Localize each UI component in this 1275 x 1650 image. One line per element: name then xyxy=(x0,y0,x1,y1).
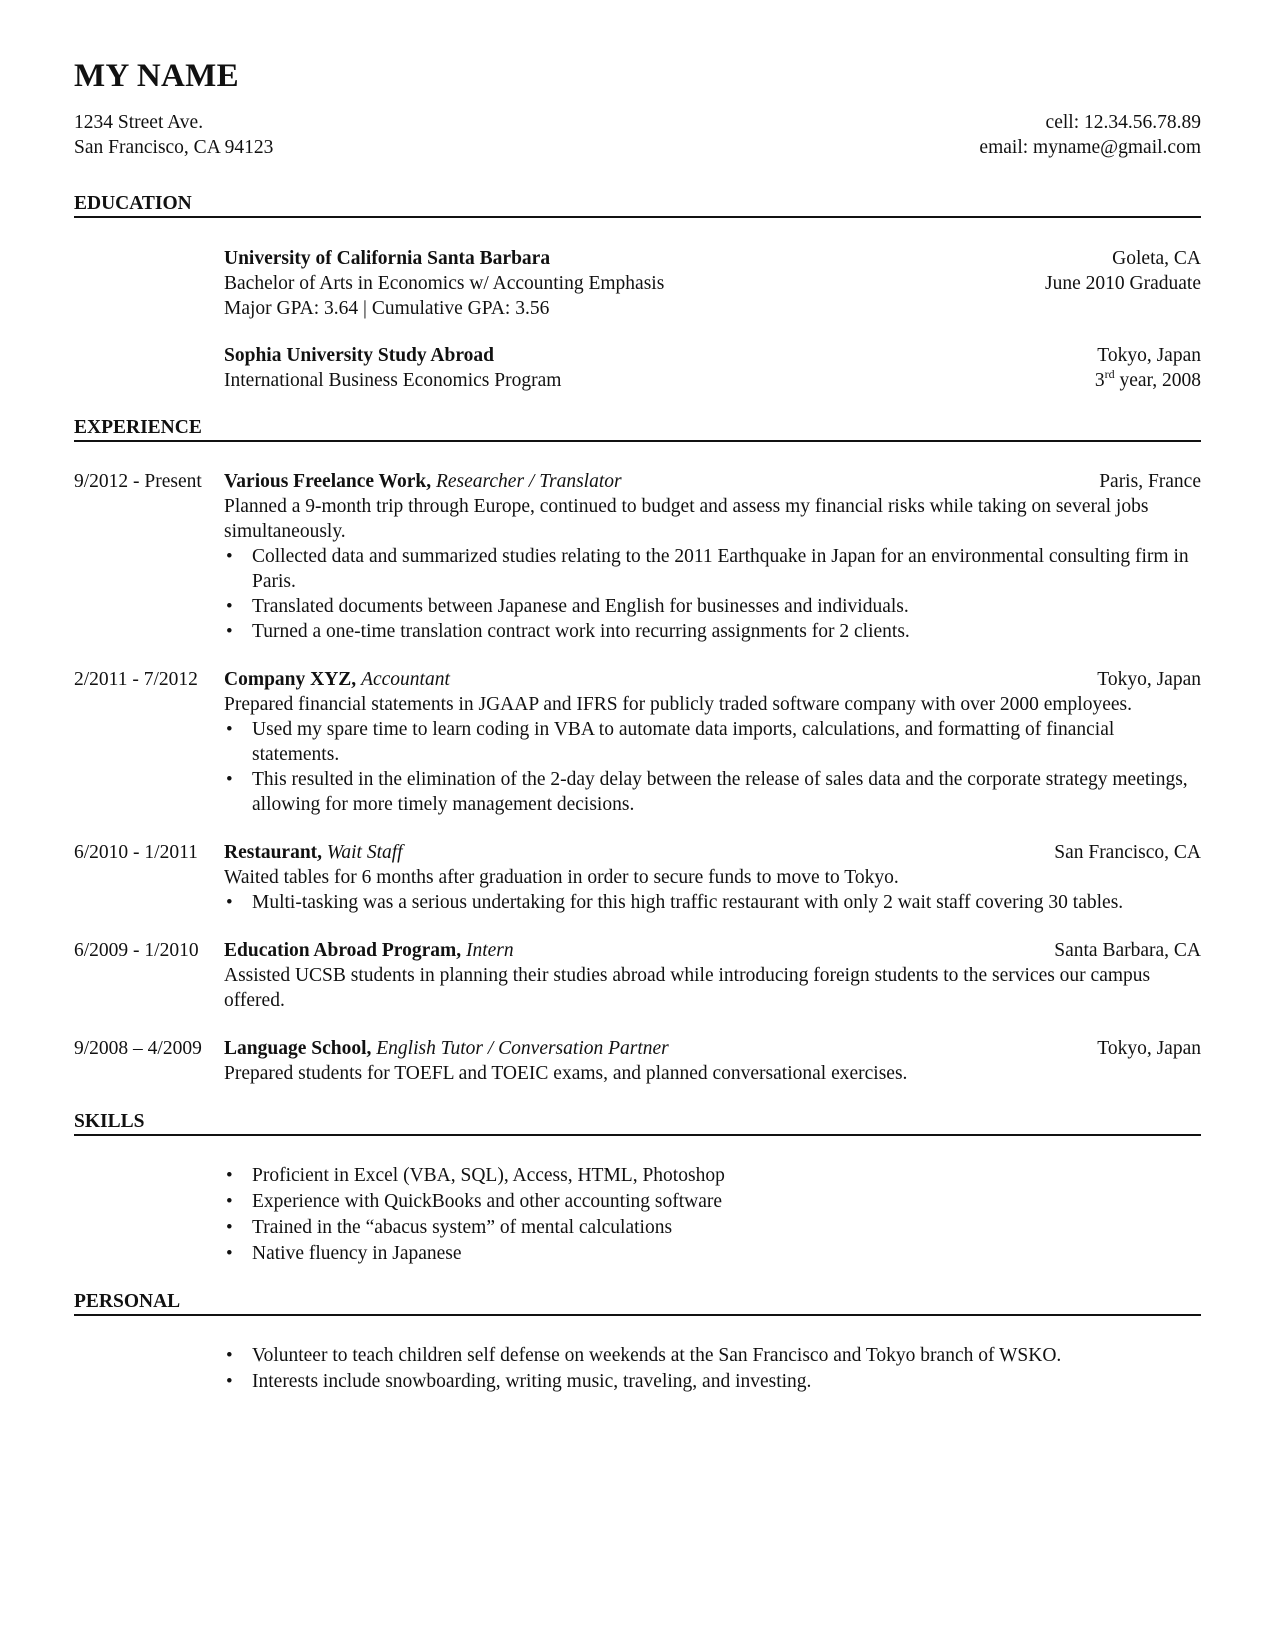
job-title-row xyxy=(224,1036,1201,1061)
experience-entry xyxy=(74,938,1201,1013)
resume-page xyxy=(74,56,1201,1395)
job-bullet: • Turned a one-time translation contract work into recurring assignments for 2 clients. xyxy=(224,619,1201,644)
education-degree-row xyxy=(224,271,1201,296)
study-year-number: 3 xyxy=(1094,370,1105,391)
job-summary: Prepared students for TOEFL and TOEIC exams, and planned conversational exercises. xyxy=(224,1063,908,1084)
job-location: Santa Barbara, CA xyxy=(1054,940,1201,961)
job-title-row xyxy=(224,840,1201,865)
job-organization: Company XYZ, xyxy=(224,669,357,690)
job-summary: Prepared financial statements in JGAAP and IFRS for publicly traded software company with over 2000 employees. xyxy=(224,694,1132,715)
job-title-row xyxy=(224,938,1201,963)
contact-block xyxy=(74,110,1201,160)
school-location: Goleta, CA xyxy=(1112,248,1201,269)
job-role: Wait Staff xyxy=(326,842,403,863)
job-organization: Language School, xyxy=(224,1038,372,1059)
education-entry-body xyxy=(224,246,1201,321)
job-summary: Waited tables for 6 months after graduation in order to secure funds to move to Tokyo. xyxy=(224,867,899,888)
job-dates: 9/2008 – 4/2009 xyxy=(74,1038,202,1059)
job-dates: 6/2010 - 1/2011 xyxy=(74,842,198,863)
program: International Business Economics Program xyxy=(224,370,562,391)
study-year-rest: year, 2008 xyxy=(1114,370,1201,391)
job-summary: Assisted UCSB students in planning their studies abroad while introducing foreign students to the services our campus offered. xyxy=(224,965,1151,1011)
education-entry xyxy=(74,246,1201,321)
experience-entry-body xyxy=(224,840,1201,915)
job-title-row xyxy=(224,469,1201,494)
experience-heading: EXPERIENCE xyxy=(74,417,1201,442)
job-bullet: • Translated documents between Japanese and English for businesses and individuals. xyxy=(224,594,1201,619)
job-role: Accountant xyxy=(361,669,450,690)
job-dates: 6/2009 - 1/2010 xyxy=(74,940,199,961)
job-organization: Education Abroad Program, xyxy=(224,940,462,961)
job-location: Tokyo, Japan xyxy=(1097,669,1201,690)
experience-entry-body xyxy=(224,1036,1201,1086)
skill-item: • Experience with QuickBooks and other accounting software xyxy=(224,1189,1201,1215)
cell-phone: cell: 12.34.56.78.89 xyxy=(1045,112,1201,133)
address-block xyxy=(74,110,273,160)
job-bullet: • This resulted in the elimination of the 2-day delay between the release of sales data and the corporate strategy meetings, allowing for more timely management decisions. xyxy=(224,767,1201,817)
job-role: Researcher / Translator xyxy=(435,471,622,492)
job-bullets xyxy=(224,717,1201,817)
education-school-row xyxy=(224,246,1201,271)
experience-entry-body xyxy=(224,938,1201,1013)
job-title xyxy=(224,840,403,865)
education-date-spacer xyxy=(74,343,224,393)
job-location: San Francisco, CA xyxy=(1054,842,1201,863)
job-role: English Tutor / Conversation Partner xyxy=(376,1038,669,1059)
personal-item: • Interests include snowboarding, writing music, traveling, and investing. xyxy=(224,1369,1201,1395)
graduation-date: June 2010 Graduate xyxy=(1045,273,1201,294)
address-line-1: 1234 Street Ave. xyxy=(74,112,204,133)
school-name: University of California Santa Barbara xyxy=(224,248,551,269)
job-summary: Planned a 9-month trip through Europe, continued to budget and assess my financial risks while taking on several jobs simultaneously. xyxy=(224,496,1149,542)
resume-name: MY NAME xyxy=(74,58,239,94)
job-title xyxy=(224,667,450,692)
experience-entry xyxy=(74,469,1201,644)
address-line-2: San Francisco, CA 94123 xyxy=(74,137,274,158)
school-location: Tokyo, Japan xyxy=(1097,345,1201,366)
skill-item: • Native fluency in Japanese xyxy=(224,1241,1201,1267)
job-organization: Restaurant, xyxy=(224,842,323,863)
email-address: email: myname@gmail.com xyxy=(979,137,1201,158)
phone-email-block xyxy=(979,110,1201,160)
gpa: Major GPA: 3.64 | Cumulative GPA: 3.56 xyxy=(224,298,550,319)
experience-entry-body xyxy=(224,667,1201,817)
experience-entry-body xyxy=(224,469,1201,644)
job-bullet: • Multi-tasking was a serious undertaking for this high traffic restaurant with only 2 wait staff covering 30 tables. xyxy=(224,890,1201,915)
personal-item: • Volunteer to teach children self defense on weekends at the San Francisco and Tokyo branch of WSKO. xyxy=(224,1343,1201,1369)
job-title xyxy=(224,1036,669,1061)
job-organization: Various Freelance Work, xyxy=(224,471,432,492)
job-role: Intern xyxy=(465,940,514,961)
study-year-ordinal: rd xyxy=(1104,367,1115,381)
job-bullet: • Used my spare time to learn coding in VBA to automate data imports, calculations, and formatting of financial statements. xyxy=(224,717,1201,767)
job-title xyxy=(224,469,622,494)
education-program-row xyxy=(224,368,1201,393)
education-school-row xyxy=(224,343,1201,368)
job-title xyxy=(224,938,514,963)
education-heading: EDUCATION xyxy=(74,193,1201,218)
skill-item: • Proficient in Excel (VBA, SQL), Access, HTML, Photoshop xyxy=(224,1163,1201,1189)
job-bullets xyxy=(224,544,1201,644)
education-date-spacer xyxy=(74,246,224,321)
job-dates: 9/2012 - Present xyxy=(74,471,202,492)
job-title-row xyxy=(224,667,1201,692)
degree: Bachelor of Arts in Economics w/ Accounting Emphasis xyxy=(224,273,665,294)
personal-list xyxy=(224,1343,1201,1395)
skills-heading: SKILLS xyxy=(74,1111,1201,1136)
job-bullets xyxy=(224,890,1201,915)
skills-list xyxy=(224,1163,1201,1267)
school-name: Sophia University Study Abroad xyxy=(224,345,495,366)
job-location: Paris, France xyxy=(1099,471,1201,492)
experience-entry xyxy=(74,840,1201,915)
job-dates: 2/2011 - 7/2012 xyxy=(74,669,198,690)
personal-heading: PERSONAL xyxy=(74,1291,1201,1316)
study-year xyxy=(1095,368,1201,393)
experience-entry xyxy=(74,667,1201,817)
education-entry xyxy=(74,343,1201,393)
job-location: Tokyo, Japan xyxy=(1097,1038,1201,1059)
skill-item: • Trained in the “abacus system” of mental calculations xyxy=(224,1215,1201,1241)
job-bullet: • Collected data and summarized studies relating to the 2011 Earthquake in Japan for an environmental consulting firm in Paris. xyxy=(224,544,1201,594)
experience-entry xyxy=(74,1036,1201,1086)
education-entry-body xyxy=(224,343,1201,393)
